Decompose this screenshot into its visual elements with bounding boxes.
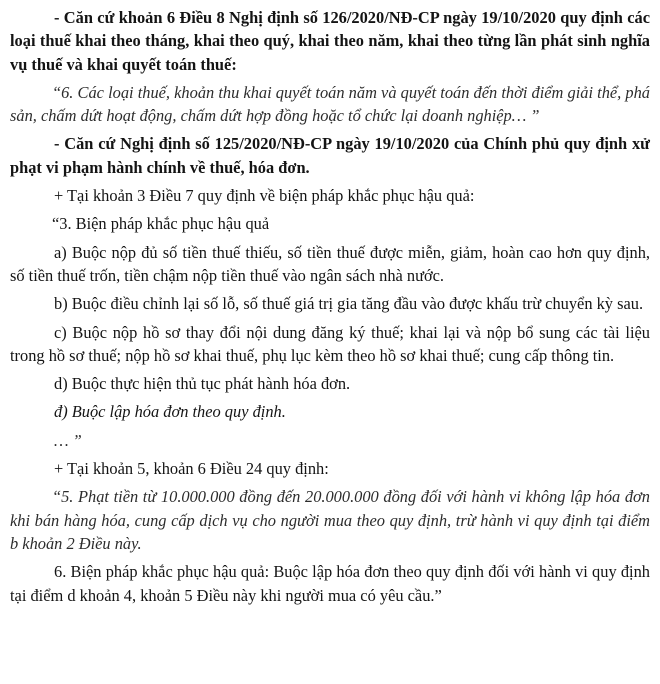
- remedy-item-dd: đ) Buộc lập hóa đơn theo quy định.: [54, 402, 286, 422]
- quote-ellipsis: … ”: [54, 430, 82, 450]
- article-7-heading: + Tại khoản 3 Điều 7 quy định về biện pháp khắc phục hậu quả:: [54, 186, 475, 206]
- remedy-item-b: b) Buộc điều chỉnh lại số lỗ, số thuế giá trị gia tăng đầu vào được khấu trừ chuyển kỳ sau.: [54, 294, 644, 314]
- remedy-item-d: d) Buộc thực hiện thủ tục phát hành hóa đơn.: [54, 374, 351, 394]
- remedy-item-a: a) Buộc nộp đủ số tiền thuế thiếu, số tiền thuế được miễn, giảm, hoàn cao hơn quy định, số tiền thuế trốn, tiền chậm nộp tiền thuế vào ngân sách nhà nước.: [10, 242, 650, 285]
- remedy-item-c: c) Buộc nộp hồ sơ thay đổi nội dung đăng ký thuế; khai lại và nộp bổ sung các tài liệu trong hồ sơ thuế; nộp hồ sơ khai thuế, phụ lục kèm theo hồ sơ khai thuế; cung cấp thông tin.: [10, 322, 650, 365]
- legal-basis-decree-126: - Căn cứ khoản 6 Điều 8 Nghị định số 126/2020/NĐ-CP ngày 19/10/2020 quy định các loại thuế khai theo tháng, khai theo quý, khai theo năm, khai theo từng lần phát sinh nghĩa vụ thuế và khai quyết toán thuế:: [10, 8, 650, 74]
- quote-clause-5-article-24: “5. Phạt tiền từ 10.000.000 đồng đến 20.000.000 đồng đối với hành vi không lập hóa đơn khi bán hàng hóa, cung cấp dịch vụ cho người mua theo quy định, trừ hành vi quy định tại điểm b khoản 2 Điều này.: [10, 487, 650, 553]
- quote-clause-6-decree-126: “6. Các loại thuế, khoản thu khai quyết toán năm và quyết toán đến thời điểm giải thể, phá sản, chấm dứt hoạt động, chấm dứt hợp đồng hoặc tổ chức lại doanh nghiệp… ”: [10, 82, 650, 126]
- quote-clause-6-article-24: 6. Biện pháp khắc phục hậu quả: Buộc lập hóa đơn theo quy định đối với hành vi quy định tại điểm d khoản 4, khoản 5 Điều này khi người mua có yêu cầu.”: [10, 562, 650, 605]
- article-24-heading: + Tại khoản 5, khoản 6 Điều 24 quy định:: [54, 459, 329, 479]
- remedy-measures-heading: “3. Biện pháp khắc phục hậu quả: [52, 214, 270, 234]
- legal-basis-decree-125: - Căn cứ Nghị định số 125/2020/NĐ-CP ngày 19/10/2020 của Chính phủ quy định xử phạt vi phạm hành chính về thuế, hóa đơn.: [10, 134, 650, 177]
